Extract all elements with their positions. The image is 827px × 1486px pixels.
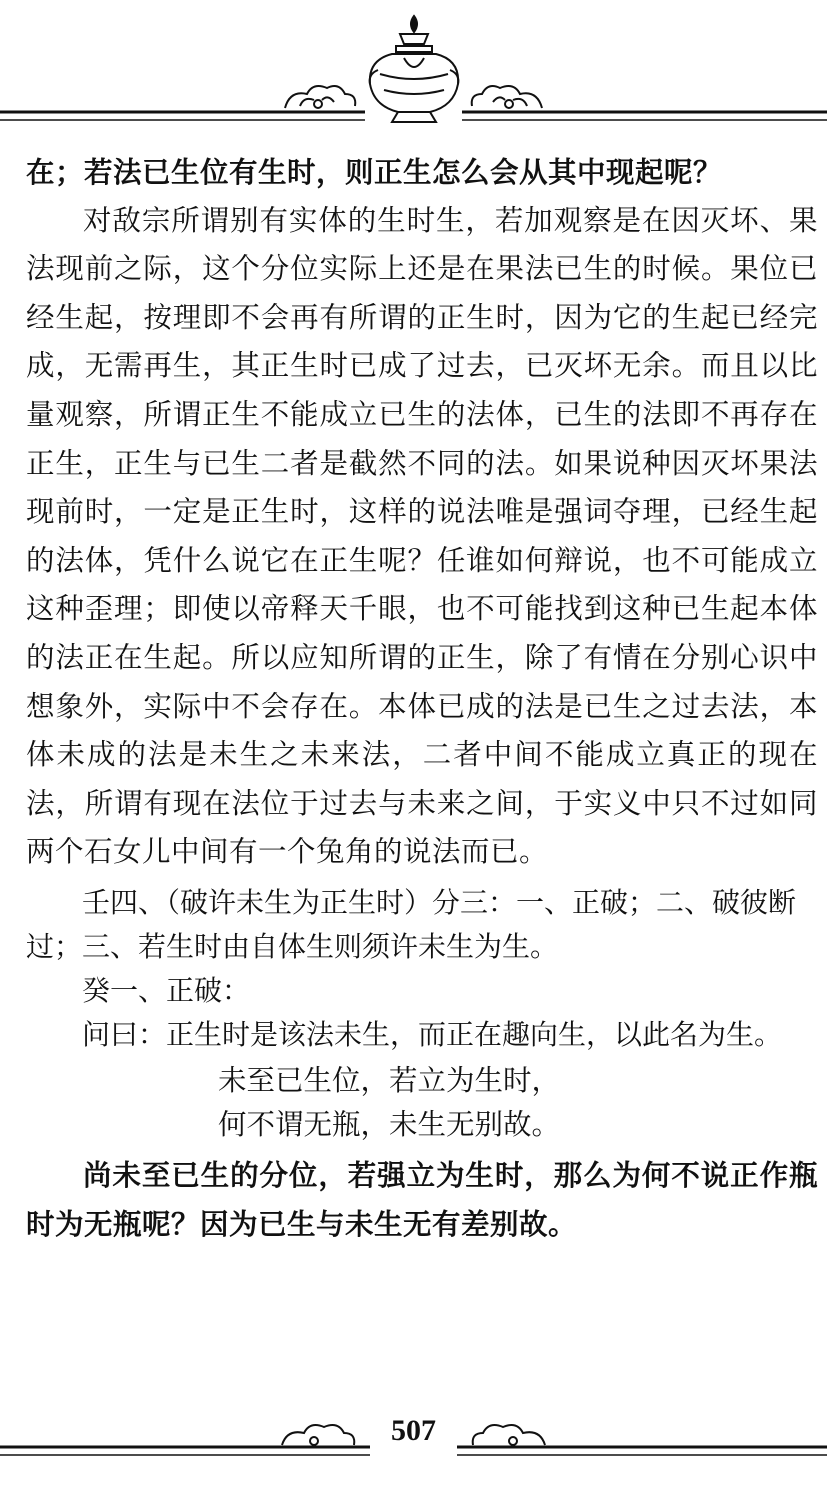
paragraph-explanation: 对敌宗所谓别有实体的生时生，若加观察是在因灭坏、果法现前之际，这个分位实际上还是在果法已生的时候。果位已经生起，按理即不会再有所谓的正生时，因为它的生起已经完成，无需再生，其正生时已成了过去，已灭坏无余。而且以比量观察，所谓正生不能成立已生的法体，已生的法即不再存在正生，正生与已生二者是截然不同的法。如果说种因灭坏果法现前时，一定是正生时，这样的说法唯是强词夺理，已经生起的法体，凭什么说它在正生呢？任谁如何辩说，也不可能成立这种歪理；即使以帝释天千眼，也不可能找到这种已生起本体的法正在生起。所以应知所谓的正生，除了有情在分别心识中想象外，实际中不会存在。本体已成的法是已生之过去法，本体未成的法是未生之未来法，二者中间不能成立真正的现在法，所谓有现在法位于过去与未来之间，于实义中只不过如同两个石女儿中间有一个兔角的说法而已。: [26, 203, 818, 869]
question-paragraph: 问曰：正生时是该法未生，而正在趣向生，以此名为生。: [82, 1017, 783, 1051]
paragraph-continuation: 在；若法已生位有生时，则正生怎么会从其中现起呢？: [26, 155, 723, 189]
verse-line-2: 何不谓无瓶，未生无别故。: [218, 1107, 561, 1141]
cloud-scroll-left-icon: [285, 86, 355, 108]
verse-line-1: 未至已生位，若立为生时，: [218, 1063, 561, 1097]
outline-heading: 壬四、（破许未生为正生时）分三：一、正破；二、破彼断过；三、若生时由自体生则须许未生为生。: [26, 885, 797, 963]
page-content: [26, 148, 818, 1248]
page-number: 507: [391, 1414, 436, 1447]
treasure-vase-icon: [370, 16, 459, 122]
cloud-scroll-right-icon: [472, 86, 542, 108]
commentary-paragraph: 尚未至已生的分位，若强立为生时，那么为何不说正作瓶时为无瓶呢？因为已生与未生无有差别故。: [26, 1157, 818, 1241]
header-ornament: [0, 0, 827, 140]
sub-heading: 癸一、正破：: [82, 973, 251, 1007]
